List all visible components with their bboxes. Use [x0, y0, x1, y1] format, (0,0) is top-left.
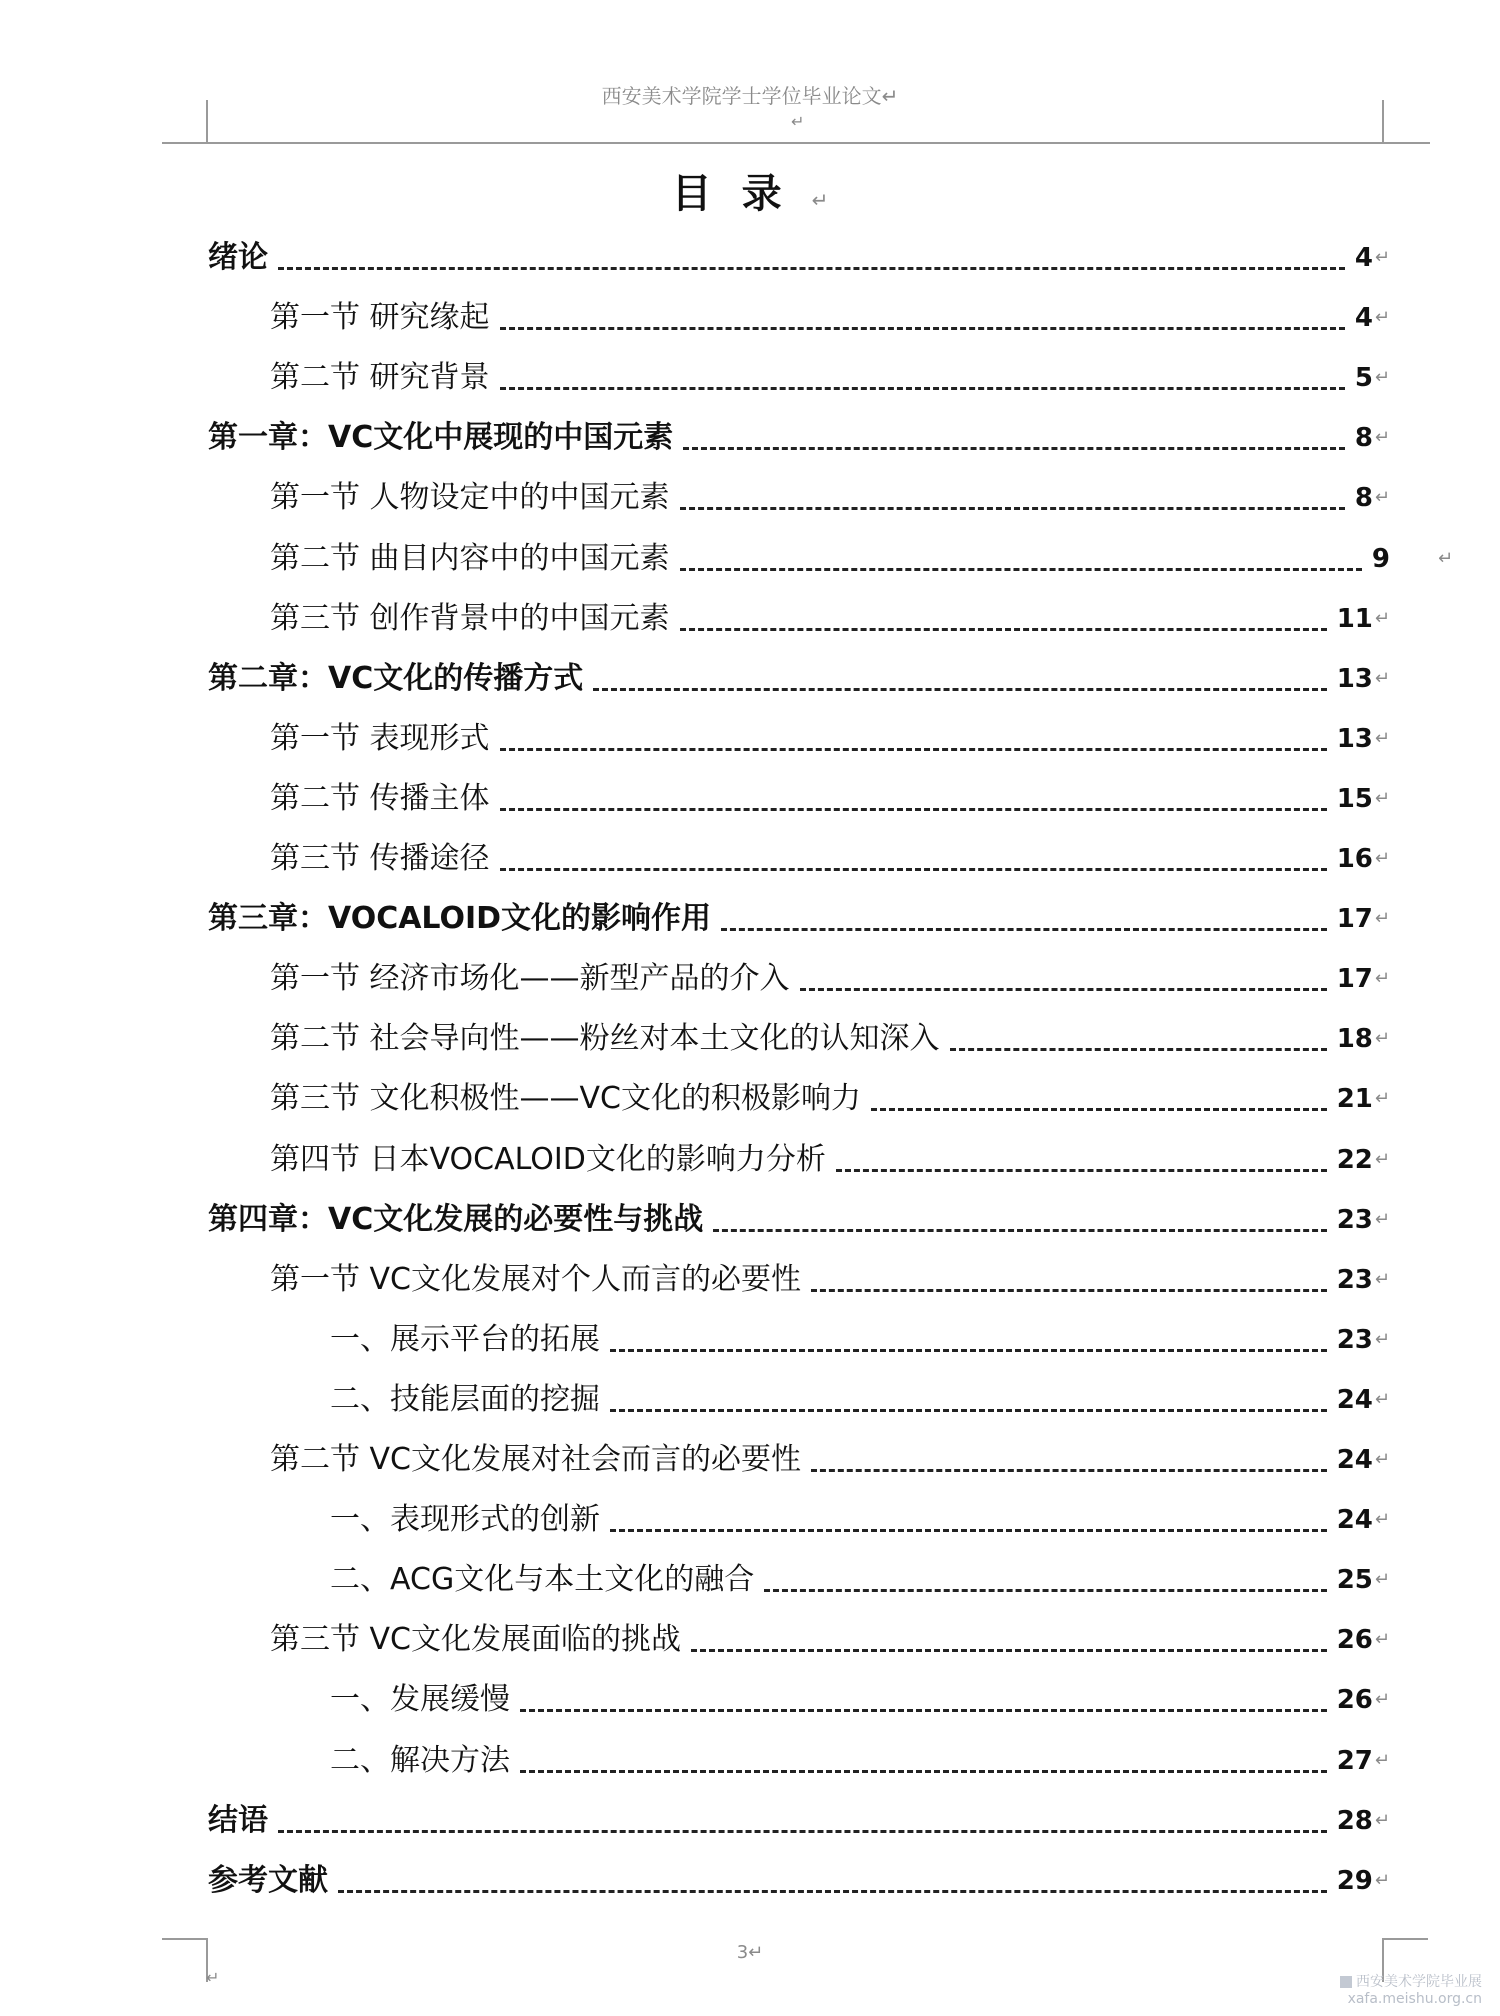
toc-para-mark: ↵	[1374, 247, 1390, 268]
toc-dot-leader	[278, 1830, 1327, 1833]
toc-entry-label: 第三章：VOCALOID文化的影响作用	[208, 901, 712, 936]
toc-para-mark: ↵	[1374, 1870, 1390, 1891]
toc-dot-leader	[500, 387, 1345, 390]
toc-dot-leader	[500, 748, 1327, 751]
toc-page-number: 13	[1336, 724, 1373, 754]
toc-para-mark: ↵	[1374, 728, 1390, 749]
toc-para-mark: ↵	[1374, 1449, 1390, 1470]
toc-page-number: 25	[1336, 1565, 1373, 1595]
toc-page-number: 16	[1336, 844, 1373, 874]
toc-subsection-entry[interactable]	[330, 1678, 1390, 1722]
toc-dot-leader	[950, 1048, 1327, 1051]
toc-entry-label: 一、发展缓慢	[330, 1682, 510, 1717]
toc-entry-label: 第一节 经济市场化——新型产品的介入	[270, 961, 790, 996]
toc-dot-leader	[610, 1529, 1327, 1532]
toc-page-number: 15	[1336, 784, 1373, 814]
toc-title-text: 目录	[671, 171, 812, 217]
toc-page-number: 23	[1336, 1325, 1373, 1355]
toc-section-entry[interactable]	[270, 717, 1390, 761]
header-empty-para-mark: ↵	[791, 112, 805, 131]
toc-chapter-entry[interactable]	[208, 236, 1390, 280]
toc-page-number: 23	[1336, 1205, 1373, 1235]
toc-para-mark: ↵	[1374, 1149, 1390, 1170]
watermark-url: xafa.meishu.org.cn	[1347, 1991, 1482, 2007]
toc-entry-label: 第三节 传播途径	[270, 841, 490, 876]
toc-entry-label: 第二节 社会导向性——粉丝对本土文化的认知深入	[270, 1021, 940, 1056]
watermark-logo-icon	[1340, 1976, 1352, 1988]
toc-page-number: 26	[1336, 1685, 1373, 1715]
toc-dot-leader	[520, 1709, 1327, 1712]
toc-para-mark: ↵	[1374, 848, 1390, 869]
toc-entry-label: 二、ACG文化与本土文化的融合	[330, 1562, 755, 1597]
toc-entry-label: 第四节 日本VOCALOID文化的影响力分析	[270, 1142, 826, 1177]
toc-para-mark: ↵	[1374, 1389, 1390, 1410]
toc-dot-leader	[721, 928, 1327, 931]
toc-entry-label: 第一节 研究缘起	[270, 300, 490, 335]
page-number: 3	[736, 1942, 749, 1963]
toc-page-number: 24	[1336, 1445, 1373, 1475]
toc-entry-label: 结语	[208, 1803, 268, 1838]
toc-section-entry[interactable]	[270, 1618, 1390, 1662]
toc-chapter-entry[interactable]	[208, 1799, 1390, 1843]
toc-dot-leader	[610, 1349, 1327, 1352]
running-header	[0, 80, 1500, 109]
toc-entry-label: 第二节 传播主体	[270, 781, 490, 816]
toc-para-mark: ↵	[1374, 788, 1390, 809]
toc-page-number: 27	[1336, 1746, 1373, 1776]
toc-chapter-entry[interactable]	[208, 897, 1390, 941]
toc-dot-leader	[500, 868, 1327, 871]
watermark-title: 西安美术学院毕业展	[1356, 1974, 1482, 1990]
toc-entry-label: 第三节 创作背景中的中国元素	[270, 601, 670, 636]
toc-subsection-entry[interactable]	[330, 1498, 1390, 1542]
toc-dot-leader	[500, 808, 1327, 811]
toc-entry-label: 第三节 文化积极性——VC文化的积极影响力	[270, 1081, 862, 1116]
toc-entry-label: 第二章：VC文化的传播方式	[208, 661, 584, 696]
toc-subsection-entry[interactable]	[330, 1558, 1390, 1602]
toc-dot-leader	[811, 1289, 1327, 1292]
toc-dot-leader	[800, 988, 1327, 991]
toc-para-mark: ↵	[1374, 1689, 1390, 1710]
toc-section-entry[interactable]	[270, 1258, 1390, 1302]
toc-para-mark: ↵	[1374, 487, 1390, 508]
toc-title	[0, 162, 1500, 219]
toc-entry-label: 二、技能层面的挖掘	[330, 1382, 600, 1417]
toc-para-mark: ↵	[1374, 1209, 1390, 1230]
toc-page-number: 13	[1336, 664, 1373, 694]
toc-subsection-entry[interactable]	[330, 1318, 1390, 1362]
toc-dot-leader	[278, 267, 1345, 270]
toc-dot-leader	[610, 1409, 1327, 1412]
toc-para-mark: ↵	[1374, 427, 1390, 448]
footer-para-mark: ↵	[748, 1942, 764, 1963]
toc-dot-leader	[683, 447, 1345, 450]
toc-page-number: 24	[1336, 1505, 1373, 1535]
toc-page-number: 23	[1336, 1265, 1373, 1295]
toc-section-entry[interactable]	[270, 1077, 1390, 1121]
toc-para-mark: ↵	[1374, 367, 1390, 388]
toc-entry-label: 第四章：VC文化发展的必要性与挑战	[208, 1202, 704, 1237]
toc-page-number: 17	[1336, 904, 1373, 934]
toc-page-number: 24	[1336, 1385, 1373, 1415]
toc-para-mark: ↵	[1374, 968, 1390, 989]
toc-subsection-entry[interactable]	[330, 1378, 1390, 1422]
toc-dot-leader	[520, 1770, 1327, 1773]
toc-page-number: 21	[1336, 1084, 1373, 1114]
toc-subsection-entry[interactable]	[330, 1739, 1390, 1783]
toc-dot-leader	[871, 1108, 1327, 1111]
toc-section-entry[interactable]	[270, 777, 1390, 821]
toc-entry-label: 第二节 VC文化发展对社会而言的必要性	[270, 1442, 802, 1477]
toc-dot-leader	[811, 1469, 1327, 1472]
toc-page-number: 11	[1336, 604, 1373, 634]
toc-chapter-entry[interactable]	[208, 1198, 1390, 1242]
toc-title-para-mark: ↵	[811, 188, 829, 212]
toc-section-entry[interactable]	[270, 1017, 1390, 1061]
toc-section-entry[interactable]	[270, 356, 1390, 400]
page-number-footer	[0, 1942, 1500, 1963]
toc-para-mark: ↵	[1374, 608, 1390, 629]
toc-entry-label: 第二节 研究背景	[270, 360, 490, 395]
toc-para-mark: ↵	[1374, 1509, 1390, 1530]
toc-entry-label: 第一节 表现形式	[270, 721, 490, 756]
toc-entry-label: 第三节 VC文化发展面临的挑战	[270, 1622, 682, 1657]
toc-dot-leader	[680, 568, 1362, 571]
toc-dot-leader	[500, 327, 1345, 330]
toc-para-mark: ↵	[1374, 1269, 1390, 1290]
toc-entry-label: 绪论	[208, 240, 268, 275]
toc-page-number: 26	[1336, 1625, 1373, 1655]
toc-page-number: 18	[1336, 1024, 1373, 1054]
footer-empty-para-mark: ↵	[206, 1968, 220, 1987]
toc-page-number: 8	[1354, 483, 1373, 513]
toc-chapter-entry[interactable]	[208, 416, 1390, 460]
toc-para-mark: ↵	[1374, 1569, 1390, 1590]
site-watermark	[1340, 1974, 1482, 2008]
toc-chapter-entry[interactable]	[208, 657, 1390, 701]
toc-page-number: 4	[1354, 303, 1373, 333]
crop-mark-top-right	[1382, 100, 1384, 142]
toc-para-mark: ↵	[1374, 1750, 1390, 1771]
toc-page-number: 8	[1354, 423, 1373, 453]
toc-page-number: 5	[1354, 363, 1373, 393]
toc-dot-leader	[713, 1229, 1326, 1232]
toc-page-number: 9	[1371, 544, 1390, 574]
toc-dot-leader	[680, 628, 1327, 631]
toc-page-number: 29	[1336, 1866, 1373, 1896]
toc-section-entry[interactable]	[270, 1438, 1390, 1482]
toc-para-mark: ↵	[1374, 1088, 1390, 1109]
toc-entry-label: 一、展示平台的拓展	[330, 1322, 600, 1357]
toc-entry-label: 二、解决方法	[330, 1743, 510, 1778]
toc-page-number: 4	[1354, 243, 1373, 273]
toc-section-entry[interactable]	[270, 837, 1390, 881]
toc-dot-leader	[836, 1169, 1327, 1172]
toc-section-entry[interactable]	[270, 1138, 1390, 1182]
toc-section-entry[interactable]	[270, 296, 1390, 340]
toc-dot-leader	[338, 1890, 1327, 1893]
toc-dot-leader	[691, 1649, 1327, 1652]
toc-dot-leader	[764, 1589, 1327, 1592]
toc-section-entry[interactable]	[270, 597, 1390, 641]
toc-para-mark: ↵	[1374, 908, 1390, 929]
toc-para-mark: ↵	[1374, 1810, 1390, 1831]
toc-entry-label: 第一节 VC文化发展对个人而言的必要性	[270, 1262, 802, 1297]
toc-entry-label: 第二节 曲目内容中的中国元素	[270, 541, 670, 576]
toc-section-entry[interactable]	[270, 957, 1390, 1001]
toc-entry-label: 第一节 人物设定中的中国元素	[270, 480, 670, 515]
header-para-mark: ↵	[881, 84, 899, 108]
toc-dot-leader	[680, 507, 1345, 510]
toc-dot-leader	[593, 688, 1326, 691]
toc-section-entry[interactable]	[270, 537, 1390, 581]
toc-para-mark: ↵	[1374, 1028, 1390, 1049]
toc-para-mark: ↵	[1374, 1629, 1390, 1650]
toc-para-mark: ↵	[1374, 668, 1390, 689]
toc-section-entry[interactable]	[270, 476, 1390, 520]
toc-page-number: 28	[1336, 1806, 1373, 1836]
header-title: 西安美术学院学士学位毕业论文	[601, 84, 882, 108]
toc-page-number: 17	[1336, 964, 1373, 994]
crop-mark-top-left	[206, 100, 208, 142]
toc-para-mark: ↵	[1374, 1329, 1390, 1350]
toc-para-mark: ↵	[1374, 307, 1390, 328]
toc-entry-label: 第一章：VC文化中展现的中国元素	[208, 420, 674, 455]
toc-entry-label: 参考文献	[208, 1863, 328, 1898]
header-rule	[162, 142, 1430, 144]
margin-para-mark: ↵	[1438, 548, 1454, 569]
toc-chapter-entry[interactable]	[208, 1859, 1390, 1903]
toc-entry-label: 一、表现形式的创新	[330, 1502, 600, 1537]
toc-page-number: 22	[1336, 1145, 1373, 1175]
